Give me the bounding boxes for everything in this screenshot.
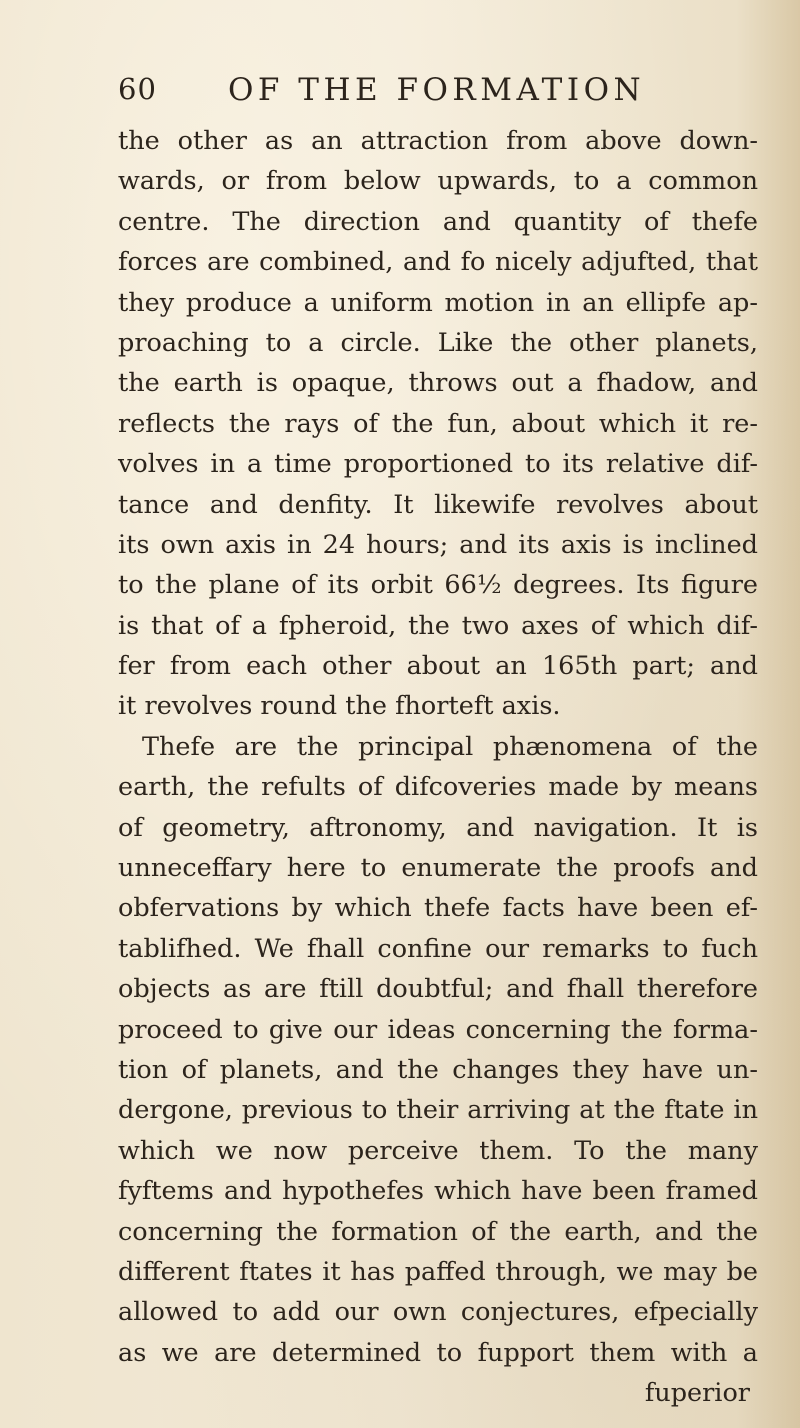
text-line: proceed to give our ideas concerning the forma- (118, 1014, 758, 1045)
text-line: the other as an attraction from above down- (118, 126, 758, 156)
running-head: OF THE FORMATION (228, 72, 646, 108)
text-line: the earth is opaque, throws out a fhadow, and (118, 368, 758, 399)
text-line: volves in a time proportioned to its relative dif- (118, 449, 758, 480)
text-line: obfervations by which thefe facts have been ef- (118, 893, 758, 924)
text-line: allowed to add our own conjectures, efpecially (118, 1297, 758, 1328)
text-line: unneceffary here to enumerate the proofs and (118, 853, 758, 884)
text-line: forces are combined, and fo nicely adjufted, that (118, 247, 758, 278)
text-line: Thefe are the principal phænomena of the (142, 731, 758, 762)
text-line: tablifhed. We fhall confine our remarks to fuch (118, 933, 758, 964)
text-line: is that of a fpheroid, the two axes of which dif- (118, 610, 758, 641)
text-line: as we are determined to fupport them with a (118, 1337, 758, 1368)
body-text (118, 121, 758, 1414)
text-line: different ftates it has paffed through, we may be (118, 1256, 758, 1287)
text-line: of geometry, aftronomy, and navigation. It is (118, 812, 758, 843)
text-line: reflects the rays of the fun, about which it re- (118, 408, 758, 439)
text-line: earth, the refults of difcoveries made by means (118, 772, 758, 803)
page-header (118, 72, 758, 116)
catchword: fuperior (644, 1378, 750, 1409)
text-line: proaching to a circle. Like the other planets, (118, 327, 758, 358)
text-line: it revolves round the fhorteft axis. (118, 691, 561, 722)
text-line: tance and denfity. It likewife revolves about (118, 489, 758, 520)
text-line: fyftems and hypothefes which have been framed (118, 1176, 758, 1207)
text-line: its own axis in 24 hours; and its axis is inclined (118, 529, 758, 560)
page-number: 60 (118, 72, 157, 106)
text-line: centre. The direction and quantity of thefe (118, 206, 758, 237)
text-line: to the plane of its orbit 66½ degrees. Its figure (118, 570, 758, 601)
text-line: tion of planets, and the changes they have un- (118, 1054, 758, 1085)
text-line: dergone, previous to their arriving at the ftate in (118, 1095, 758, 1126)
text-line: fer from each other about an 165th part; and (118, 651, 758, 682)
text-line: objects as are ftill doubtful; and fhall therefore (118, 974, 758, 1005)
text-line: concerning the formation of the earth, and the (118, 1216, 758, 1247)
text-line: which we now perceive them. To the many (118, 1135, 758, 1166)
text-line: they produce a uniform motion in an ellipfe ap- (118, 287, 758, 318)
text-line: wards, or from below upwards, to a common (118, 166, 758, 197)
